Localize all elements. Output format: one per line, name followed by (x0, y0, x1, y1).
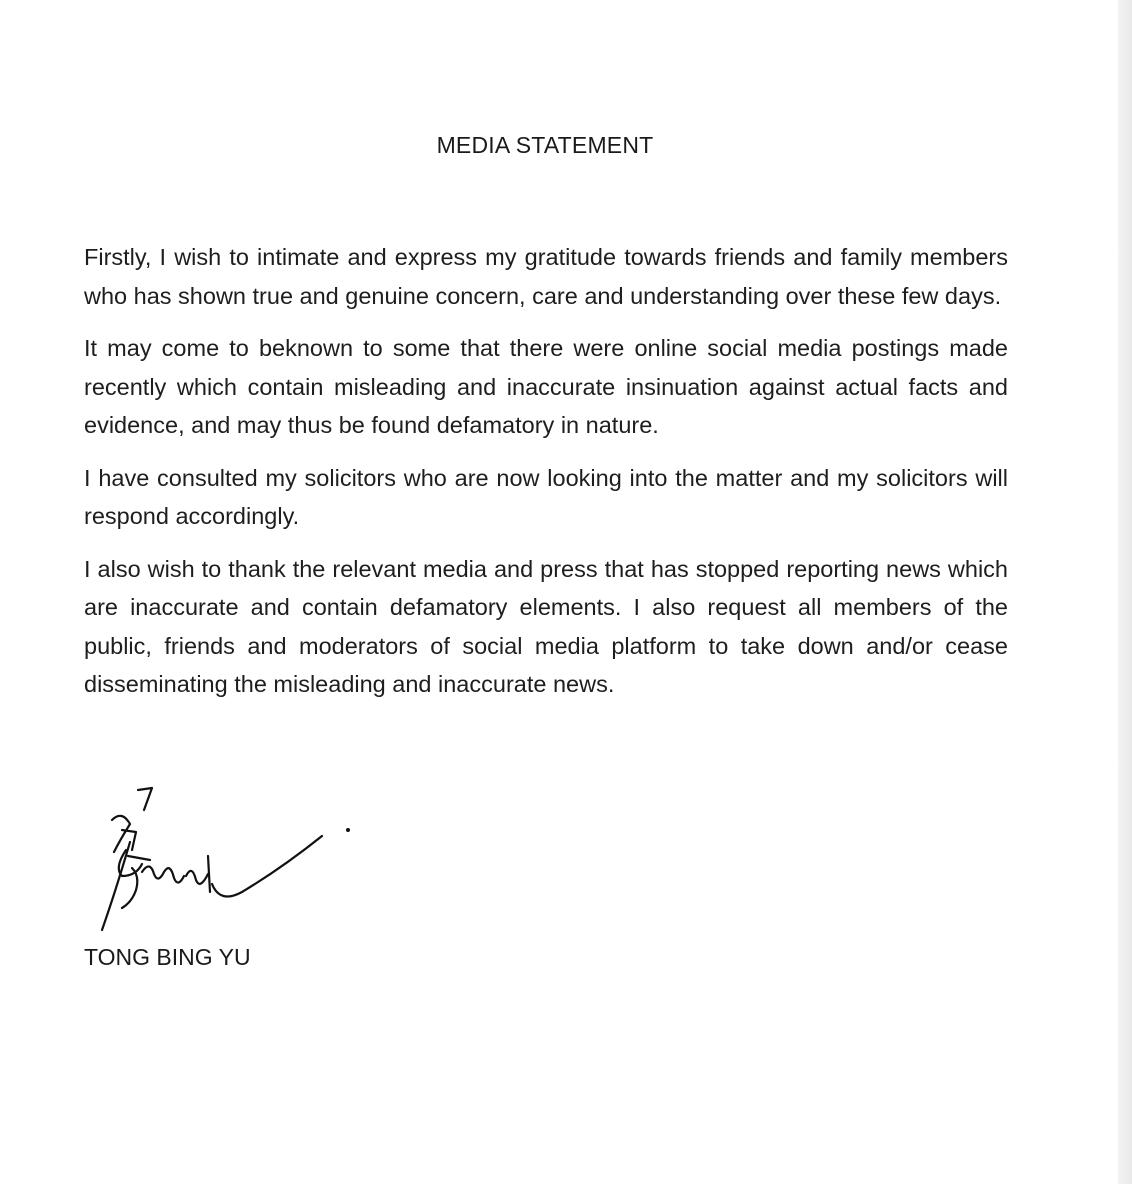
paragraph-solicitors: I have consulted my solicitors who are now looking into the matter and my solicitors will respond accordingly. (84, 464, 1008, 529)
paragraph-request: I also wish to thank the relevant media and press that has stopped reporting news which are inaccurate and contain defamatory elements. I also request all members of the public, friends and moderators of social media platform to take down and/or cease disseminating the misleading and inaccurate news. (84, 555, 1008, 697)
signatory-name: TONG BING YU (84, 944, 251, 970)
document-title: MEDIA STATEMENT (436, 132, 654, 158)
statement-body (84, 238, 1008, 718)
paragraph-gratitude: Firstly, I wish to intimate and express my gratitude towards friends and family members who has shown true and genuine concern, care and understanding over these few days. (84, 244, 1008, 309)
handwritten-signature (92, 780, 372, 940)
page-edge-shadow (1118, 0, 1132, 1184)
paragraph-postings: It may come to beknown to some that there were online social media postings made recently which contain misleading and inaccurate insinuation against actual facts and evidence, and may thus be found defamatory in nature. (84, 335, 1008, 438)
